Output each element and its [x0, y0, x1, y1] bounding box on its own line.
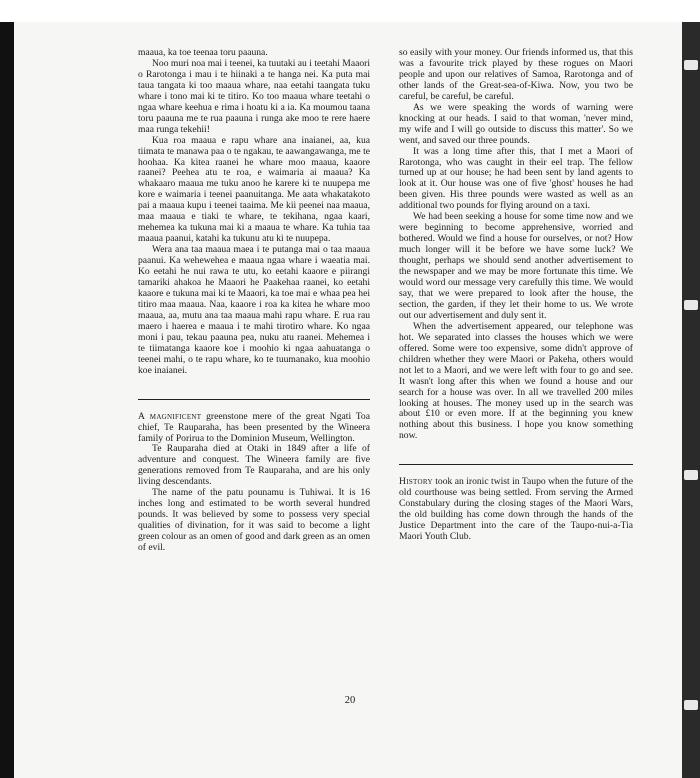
body-paragraph: Kua roa maaua e rapu whare ana inaianei, aa, kua tiimata te manawa paa o te ngakau, te aawangawanga, me te hoohaa. Ka kitea raanei he whare moo maaua, kaaore raanei? Peehea atu te roa, e waimaria ai maaua? Ka whakaaro maaua me tuku anoo he karere ki te nuupepa me kore e waimaria i teenei paanuitanga. Me aata whakatakoto pai a maaua kupu i teenei taaima. Me kii peenei naa maaua, maa maaua e tiaki te whare, te tekihana, ngaa kaari, mehemea ka tukuna mai ki a maaua te whare. Ka tuhia taa maaua paanui, katahi ka tukunu atu ki te nuupepa. [138, 134, 370, 245]
mere-article-intro [138, 412, 370, 445]
binding-edge [682, 22, 700, 778]
binding-rivet [684, 60, 698, 70]
body-paragraph: maaua, ka toe teenaa toru paauna. [138, 47, 268, 58]
binding-rivet [684, 470, 698, 480]
history-lead-in: History [399, 476, 433, 488]
right-column [399, 48, 633, 543]
body-paragraph: Wera ana taa maaua maea i te putanga mai o taa maaua paanui. Ka wehewehea e maaua ngaa whare i waeatia mai. Ko eetahi he nui rawa te utu, ko eetahi kaaore e piirangi tamariki ahakoa he Maaori he Paakehaa raanei, ko eetahi kaaore e tukuna mai ki te Maaori, ka toe mai e whaa pea hei titiro maa maaua. Naa, kaaore i roa ka kitea he whare moo maaua, aa, mutu ana taa maaua mahi rapu whare. E rua rau maero i haerea e maaua i te mahi tirotiro whare. Ko ngaa moni i pau, tekau paauna pea, nuku atu raanei. Mehemea i te tiimatanga kaaore koe i moohio ki ngaa aahuatanga o teenei mahi, o te rapu whare, ko te tuumanako, kua moohio koe inaianei. [138, 244, 370, 376]
body-paragraph: Te Rauparaha died at Otaki in 1849 after a life of adventure and conquest. The Wineera family are five generations removed from Te Rauparaha, and are his only living descendants. [138, 443, 370, 488]
history-article [399, 477, 633, 543]
section-divider [399, 464, 633, 465]
section-divider [138, 399, 370, 400]
history-text: took an ironic twist in Taupo when the future of the old courthouse was being settled. From serving the Armed Constabulary during the closing stages of the Maori Wars, the old building has come down through the hands of the Justice Department into the care of the Taupo-nui-a-Tia Maori Youth Club. [399, 476, 633, 543]
body-paragraph: so easily with your money. Our friends informed us, that this was a favourite trick played by these rogues on Maori people and upon our relatives of Samoa, Rarotonga and of other lands of the Great-sea-of-Kiwa. Now, you two be careful, be careful, be careful. [399, 47, 633, 102]
mere-lead-in: A magnificent [138, 410, 202, 422]
scan-top-margin [0, 0, 700, 22]
body-paragraph: The name of the patu pounamu is Tuhiwai. It is 16 inches long and estimated to be worth several hundred pounds. It was believed by some to possess very special qualities of divination, for it was said to become a light green colour as an omen of good and dark green as an omen of evil. [138, 487, 370, 554]
page-number: 20 [344, 695, 356, 706]
body-paragraph: It was a long time after this, that I met a Maori of Rarotonga, who was caught in their eel trap. The fellow turned up at our house; he had been sent by land agents to look at it. Our house was one of five 'ghost' houses he had been given. His three pounds were wasted as well as an additional two pounds for flying around on a taxi. [399, 145, 633, 212]
left-column [138, 48, 370, 554]
body-paragraph: Noo muri noa mai i teenei, ka tuutaki au i teetahi Maaori o Rarotonga i mau i te hiinaki a te hanga nei. Ka puta mai taua tangata ki too maaua whare, naa eetahi taangata tuku whare i tono mai ki te titiro. Ko too maaua whare teetahi o ngaa whare keehua e rima i hoatu ki a ia. Ka moumou taana toru paauna me te rua paauna i runga ake moo te rere haere maa runga tekehii! [138, 57, 370, 135]
body-paragraph: When the advertisement appeared, our telephone was hot. We separated into classes the houses which we were offered. Some were too expensive, some didn't approve of children whether they were Maori or Pakeha, others would not let to a Maori, and we were left with four to go and see. It wasn't long after this when we found a house and our search for a house was over. In all we travelled 200 miles looking at houses. The money used up in the search was about £10 or even more. If at the beginning you knew nothing about this business. I hope you know something now. [399, 320, 633, 442]
body-paragraph: As we were speaking the words of warning were knocking at our heads. I said to that woman, 'never mind, my wife and I will go outside to discuss this matter'. So we went, and saved our three pounds. [399, 101, 633, 146]
body-paragraph: We had been seeking a house for some time now and we were beginning to become apprehensive, worried and bothered. Would we find a house for ourselves, or not? How much longer will it be before we have some luck? We thought, perhaps we should send another advertisement to the newspaper and we may be more fortunate this time. We would word our message very carefully this time. We would say, that we were prepared to look after the house, the section, the garden, if they let their home to us. We wrote out our advertisement and duly sent it. [399, 211, 633, 321]
binding-rivet [684, 300, 698, 310]
mere-intro-text: greenstone mere of the great Ngati Toa chief, Te Rauparaha, has been presented by the Wineera family of Porirua to the Dominion Museum, Wellington. [138, 410, 370, 444]
